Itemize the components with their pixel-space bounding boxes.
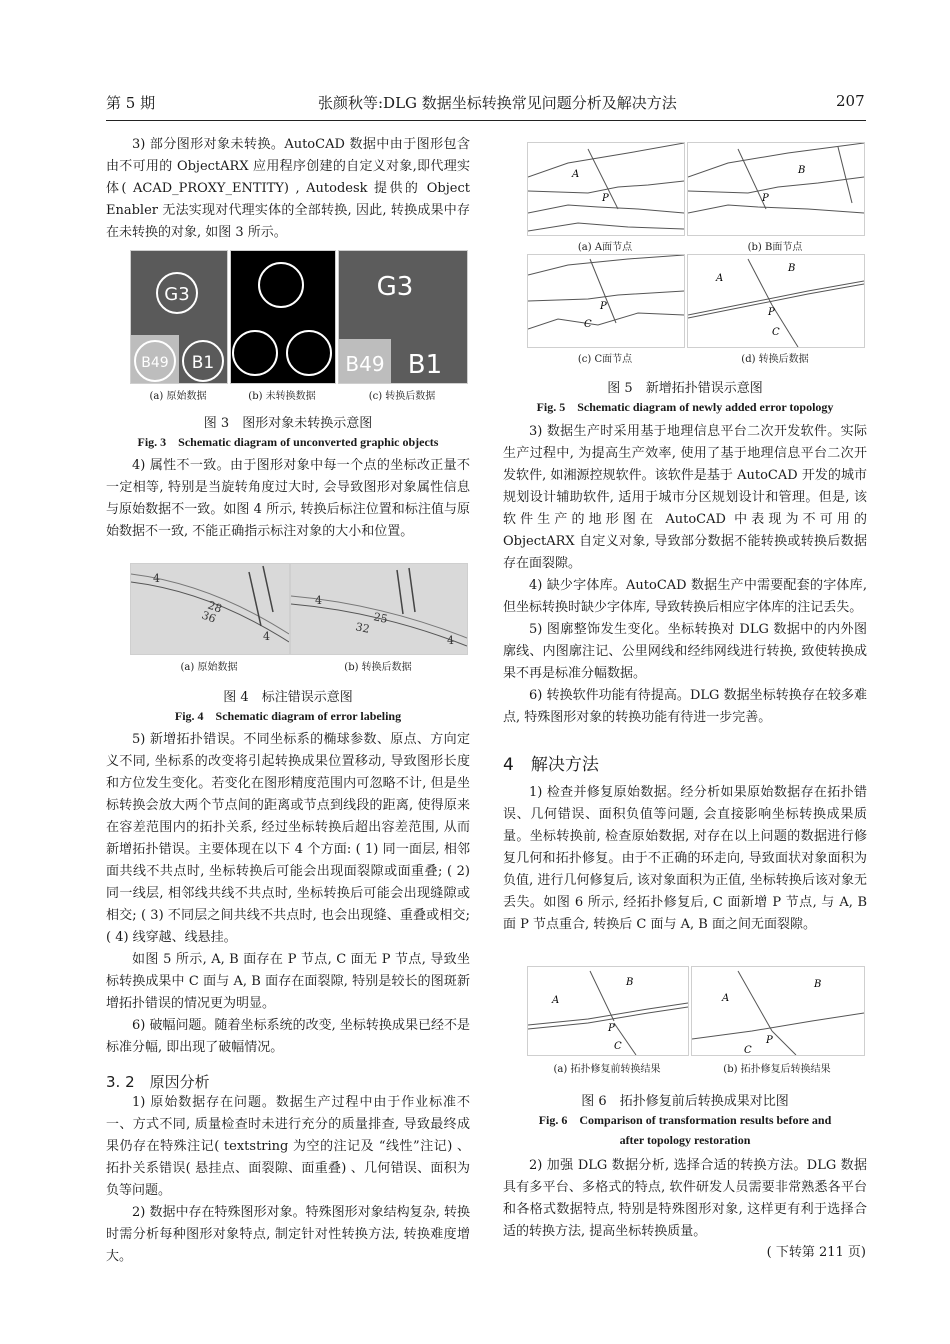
fig5-graphic-b <box>688 143 864 235</box>
fig4-graphic-a <box>131 564 289 654</box>
fig5d-label-a: A <box>716 273 724 284</box>
page-number: 207 <box>836 92 865 110</box>
fig3-label-b1: B1 <box>191 353 215 373</box>
left-para-1: 3) 部分图形对象未转换。AutoCAD 数据中由于图形包含由不可用的 ObjectARX 应用程序创建的自定义对象,即代理实体( ACAD_PROXY_ENTITY) , Autodesk 提供的 Object Enabler 无法实现对代理实体的全部转换, 因此, 转换成果中存在未转换的对象, 如图 3 所示。 <box>106 137 470 240</box>
fig3-sub-a: (a) 原始数据 <box>149 391 207 402</box>
fig6a-label-p: P <box>608 1023 615 1034</box>
fig5b-label-p: P <box>762 193 769 204</box>
fig4b-dim-2: 25 <box>372 610 389 626</box>
fig6a-label-c: C <box>614 1041 622 1052</box>
fig5d-label-p: P <box>768 307 775 318</box>
fig3-label-b49: B49 <box>141 355 169 371</box>
fig6-caption-en-2: after topology restoration <box>619 1133 751 1147</box>
fig3-graphic-b <box>231 251 335 383</box>
fig4a-dim-1: 4 <box>153 572 160 585</box>
fig3c-label-b49: B49 <box>345 352 385 376</box>
fig6b-label-p: P <box>766 1035 773 1046</box>
fig5c-label-c: C <box>584 319 592 330</box>
fig6a-label-b: B <box>626 977 634 988</box>
fig6-caption-zh: 图 6 拓扑修复前后转换成果对比图 <box>581 1094 789 1109</box>
fig3c-label-g3: G3 <box>376 272 414 302</box>
fig6-caption-en-1: Fig. 6 Comparison of transformation results before and <box>538 1113 832 1127</box>
fig4-caption-zh: 图 4 标注错误示意图 <box>223 690 353 705</box>
fig3-sub-c: (c) 转换后数据 <box>368 391 436 402</box>
fig4b-dim-1: 4 <box>315 594 322 607</box>
fig6-graphic-b <box>692 967 864 1055</box>
fig3-panel-b <box>230 250 336 384</box>
fig6b-label-a: A <box>722 993 730 1004</box>
left-para-2: 4) 属性不一致。由于图形对象中每一个点的坐标改正量不一定相等, 特别是当旋转角度过大时, 会导致图形对象属性信息与原始数据不一致。如图 4 所示, 转换后标注位置和标注值与原始数据不一致, 不能正确指示标注对象的大小和位置。 <box>106 458 470 539</box>
fig5-sub-c: (c) C面节点 <box>577 354 633 365</box>
fig4b-dim-3: 32 <box>354 620 371 636</box>
fig6-sub-a: (a) 拓扑修复前转换结果 <box>553 1064 661 1075</box>
fig6-graphic-a <box>528 967 688 1055</box>
fig4b-dim-4: 4 <box>447 634 454 647</box>
fig4a-dim-2: 28 <box>205 598 224 616</box>
figure-5 <box>527 142 865 368</box>
fig3-graphic-c <box>339 251 467 383</box>
fig5-graphic-d <box>688 255 864 347</box>
fig5-graphic-a <box>528 143 684 235</box>
section-4-heading: 4 解决方法 <box>503 755 599 775</box>
fig5-panel-b <box>687 142 865 236</box>
left-para-3: 5) 新增拓扑错误。不同坐标系的椭球参数、原点、方向定义不同, 坐标系的改变将引起转换成果位置移动, 导致图形长度和方位发生变化。若变化在图形精度范围内可忽略不计, 但是坐标转换会放大两个节点间的距离或节点到线段的距离, 使得原来在容差范围内的拓扑关系, 经过坐标转换后超出容差范围, 从而新增拓扑错误。主要体现在以下 4 个方面: ( 1) 同一面层, 相邻面共线不共点时, 坐标转换后可能会出现面裂隙或面重叠; ( 2) 同一线层, 相邻线共线不共点时, 坐标转换后可能会出现缝隙或相交; ( 3) 不同层之间共线不共点时, 也会出现缝、重叠或相交; ( 4) 线穿越、线悬挂。 如图 5 所示, A, B 面存在 P 节点, C 面无 P 节点, 导致坐标转换成果中 C 面与 A, B 面存在面裂隙, 特别是较长的图斑新增拓扑错误的情况更为明显。 6) 破幅问题。随着坐标系统的改变, 坐标转换成果已经不是标准分幅, 即出现了破幅情况。 <box>106 732 470 1055</box>
fig6-panel-a <box>527 966 689 1056</box>
fig5-sub-a: (a) A面节点 <box>577 242 633 253</box>
fig5-panel-a <box>527 142 685 236</box>
fig5-sub-b: (b) B面节点 <box>747 242 803 253</box>
fig6-sub-b: (b) 拓扑修复后转换结果 <box>723 1064 831 1075</box>
fig4-caption-en: Fig. 4 Schematic diagram of error labeling <box>174 709 402 723</box>
figure-4 <box>130 563 468 675</box>
section-3-2-heading: 3. 2 原因分析 <box>106 1073 210 1091</box>
fig3-panel-a <box>130 250 228 384</box>
fig3-label-g3: G3 <box>164 284 190 305</box>
left-para-4: 1) 原始数据存在问题。数据生产过程中由于作业标准不一、方式不同, 质量检查时未进行充分的质量排查, 导致最终成果仍存在特殊注记( textstring 为空的注记及 “线性”注记) 、拓扑关系错误( 悬挂点、面裂隙、面重叠) 、几何错误、面积为负等问题。 2) 数据中存在特殊图形对象。特殊图形对象结构复杂, 转换时需分析每种图形对象特点, 制定针对性转换方法, 转换难度增大。 <box>106 1095 470 1264</box>
fig4a-dim-3: 36 <box>199 608 218 626</box>
fig4-graphic-b <box>291 564 467 654</box>
fig6-panel-b <box>691 966 865 1056</box>
fig3c-label-b1: B1 <box>407 350 443 380</box>
fig4a-dim-4: 4 <box>263 630 270 643</box>
fig6b-label-c: C <box>744 1045 752 1055</box>
header-rule <box>106 120 866 121</box>
fig5-panel-d <box>687 254 865 348</box>
fig5b-label-b: B <box>798 165 806 176</box>
fig3-caption-zh: 图 3 图形对象未转换示意图 <box>203 416 373 431</box>
fig3-graphic-a <box>131 251 227 383</box>
fig5-caption-en: Fig. 5 Schematic diagram of newly added error topology <box>536 400 834 414</box>
fig5d-label-c: C <box>772 327 780 338</box>
right-para-1: 3) 数据生产时采用基于地理信息平台二次开发软件。实际生产过程中, 为提高生产效率, 使用了基于地理信息平台二次开发软件, 如湘源控规软件。该软件是基于 AutoCAD 开发的城市规划设计辅助软件, 适用于城市分区规划设计和管理。但是, 该软件生产的地形图在 AutoCAD 中表现为不可用的 ObjectARX 自定义对象, 导致部分数据不能转换或转换后数据存在面裂隙。 4) 缺少字体库。AutoCAD 数据生产中需要配套的字体库, 但坐标转换时缺少字体库, 导致转换后相应字体库的注记丢失。 5) 图廓整饰发生变化。坐标转换对 DLG 数据中的内外图廓线、内图廓注记、公里网线和经纬网线进行转换, 致使转换成果不再是标准分幅数据。 6) 转换软件功能有待提高。DLG 数据坐标转换存在较多难点, 特殊图形对象的转换功能有待进一步完善。 <box>503 424 867 725</box>
continued-note: ( 下转第 211 页) <box>766 1245 866 1260</box>
fig3-panel-c <box>338 250 468 384</box>
fig5c-label-p: P <box>600 301 607 312</box>
fig5-caption-zh: 图 5 新增拓扑错误示意图 <box>607 381 763 396</box>
running-title: 张颜秋等:DLG 数据坐标转换常见问题分析及解决方法 <box>318 94 677 112</box>
right-para-2: 1) 检查并修复原始数据。经分析如果原始数据存在拓扑错误、几何错误、面积负值等问题, 会直接影响坐标转换成果质量。坐标转换前, 检查原始数据, 对存在以上问题的数据进行修复几何和拓扑修复。由于不正确的环走向, 导致面状对象面积为负值, 进行几何修复后, 该对象面积为正值, 坐标转换后该对象无丢失。如图 6 所示, 经拓扑修复后, C 面新增 P 节点, 与 A, B 面 P 节点重合, 转换后 C 面与 A, B 面之间无面裂隙。 <box>503 785 867 932</box>
figure-3 <box>130 250 468 408</box>
fig4-sub-a: (a) 原始数据 <box>180 662 238 673</box>
fig4-panel-b <box>290 563 468 655</box>
fig5a-label-a: A <box>572 169 580 180</box>
fig3-sub-b: (b) 未转换数据 <box>248 391 316 402</box>
right-para-3: 2) 加强 DLG 数据分析, 选择合适的转换方法。DLG 数据具有多平台、多格式的特点, 软件研发人员需要非常熟悉各平台和各格式数据特点, 特别是特殊图形对象, 这样更有利于选择合适的转换方法, 提高坐标转换质量。 <box>503 1158 867 1239</box>
issue-number: 第 5 期 <box>106 94 156 112</box>
fig5d-label-b: B <box>788 263 796 274</box>
fig6b-label-b: B <box>814 979 822 990</box>
fig6a-label-a: A <box>552 995 560 1006</box>
fig5-sub-d: (d) 转换后数据 <box>741 354 809 365</box>
figure-6 <box>527 966 865 1082</box>
fig5-panel-c <box>527 254 685 348</box>
fig5-graphic-c <box>528 255 684 347</box>
fig4-sub-b: (b) 转换后数据 <box>344 662 412 673</box>
fig4-panel-a <box>130 563 290 655</box>
fig3-caption-en: Fig. 3 Schematic diagram of unconverted graphic objects <box>137 435 439 449</box>
fig5a-label-p: P <box>602 193 609 204</box>
